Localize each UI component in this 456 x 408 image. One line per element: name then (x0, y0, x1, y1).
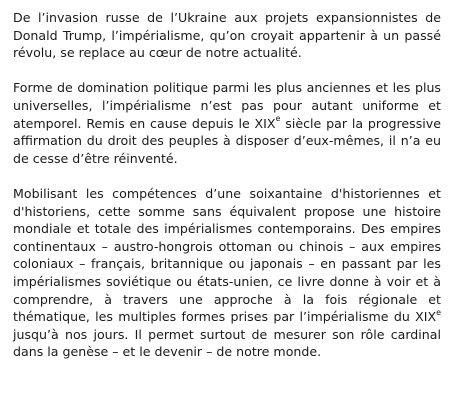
paragraph-intro (13, 9, 441, 62)
paragraph-definition-text-after: siècle par la progressive affirmation du droit des peuples à disposer d’eux-mêmes, il n’a eu de cesse d’être réinventé. (13, 115, 441, 166)
paragraph-definition (13, 79, 441, 167)
century-superscript: e (436, 307, 441, 317)
paragraph-book-summary (13, 185, 441, 361)
paragraph-book-summary-text-after: jusqu’à nos jours. Il permet surtout de mesurer son rôle cardinal dans la genèse – et le devenir – de notre monde. (13, 326, 441, 360)
century-superscript: e (275, 114, 281, 124)
paragraph-definition-text-before: Forme de domination politique parmi les plus anciennes et les plus universelles, l’impérialisme n’est pas pour autant uniforme et atemporel. Remis en cause depuis le XIX (13, 80, 441, 131)
description-text (13, 9, 441, 378)
paragraph-book-summary-text-before: Mobilisant les compétences d’une soixantaine d'historiennes et d'historiens, cette somme sans équivalent propose une histoire mondiale et totale des impérialismes contemporains. Des empires continentaux – austro-hongrois ottoman ou chinois – aux empires coloniaux – français, britannique ou japonais – en passant par les impérialismes soviétique ou états-unien, ce livre donne à voir et à comprendre, à travers une approche à la fois régionale et thématique, les multiples formes prises par l’impérialisme du XIX (13, 185, 441, 325)
paragraph-intro-text: De l’invasion russe de l’Ukraine aux projets expansionnistes de Donald Trump, l’impérialisme, qu’on croyait appartenir à un passé révolu, se replace au cœur de notre actualité. (13, 10, 441, 61)
